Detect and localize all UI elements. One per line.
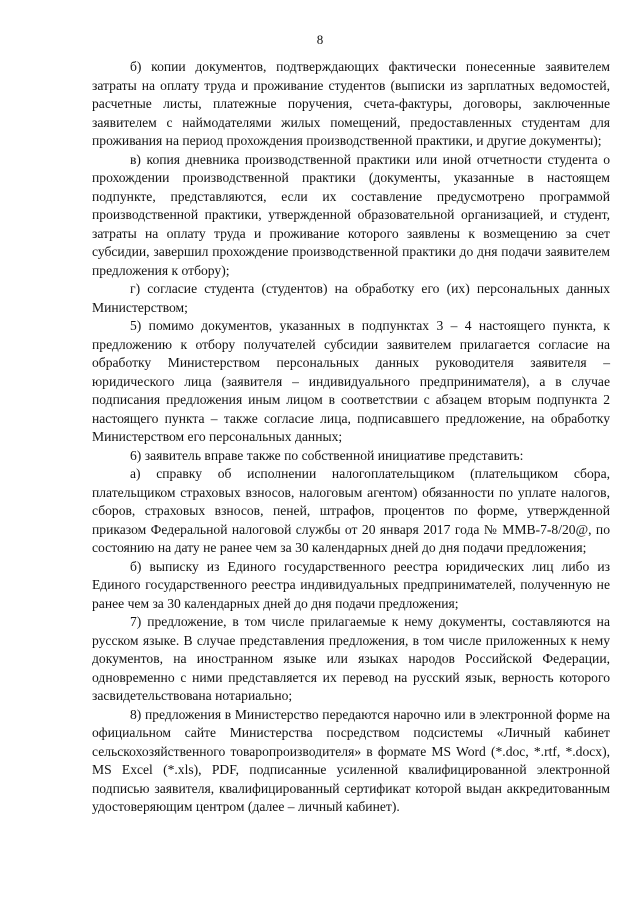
paragraph-b-registry-extract: б) выписку из Единого государственного реестра юридических лиц либо из Единого государственного реестра индивидуальных предпринимателей, полученную не ранее чем за 30 календарных дней до дня подачи предложения; xyxy=(92,558,610,611)
paragraph-7-language: 7) предложение, в том числе прилагаемые к нему документы, составляются на русском языке. В случае представления предложения, в том числе приложенных к нему документов, на иностранном языке или языках народов Российской Федерации, одновременно с ними представляется их перевод на русский язык, верность которого засвидетельствована нотариально; xyxy=(92,614,610,703)
paragraph-5-personal-data: 5) помимо документов, указанных в подпунктах 3 – 4 настоящего пункта, к предложению к отбору получателей субсидии заявителем прилагается согласие на обработку Министерством персональных данных руководителя заявителя – юридического лица (заявителя – индивидуального предпринимателя), а в случае подписания предложения иным лицом в соответствии с абзацем вторым подпункта 2 настоящего пункта – также согласие лица, подписавшего предложение, на обработку Министерством его персональных данных; xyxy=(92,318,610,444)
paragraph-a-tax-certificate: а) справку об исполнении налогоплательщиком (плательщиком сбора, плательщиком страховых взносов, налоговым агентом) обязанности по уплате налогов, сборов, страховых взносов, пеней, штрафов, процентов по форме, утвержденной приказом Федеральной налоговой службы от 20 января 2017 года № ММВ-7-8/20@, по состоянию на дату не ранее чем за 30 календарных дней до дня подачи предложения; xyxy=(92,466,610,555)
paragraph-b-copies: б) копии документов, подтверждающих фактически понесенные заявителем затраты на оплату труда и проживание студентов (выписки из зарплатных ведомостей, расчетные листы, платежные поручения, счета-фактуры, договоры, заключенные заявителем с наймодателями жилых помещений, предоставленных студентам для проживания на период прохождения производственной практики, и другие документы); xyxy=(92,59,610,148)
document-body xyxy=(92,58,610,817)
paragraph-g-consent: г) согласие студента (студентов) на обработку его (их) персональных данных Министерством; xyxy=(92,281,610,315)
paragraph-6-optional: 6) заявитель вправе также по собственной инициативе представить: xyxy=(130,447,524,463)
page-number: 8 xyxy=(316,32,324,47)
paragraph-v-diary: в) копия дневника производственной практики или иной отчетности студента о прохождении производственной практики (документы, указанные в настоящем подпункте, представляются, если их составление предусмотрено программой производственной практики, утвержденной образовательной организацией, и студент, затраты на оплату труда и проживание которого заявлены к возмещению за счет субсидии, завершил прохождение производственной практики до дня подачи заявителем предложения к отбору); xyxy=(92,151,610,278)
paragraph-8-submission: 8) предложения в Министерство передаются нарочно или в электронной форме на официальном сайте Министерства посредством подсистемы «Личный кабинет сельскохозяйственного товаропроизводителя» в формате MS Word (*.doc, *.rtf, *.docx), MS Excel (*.xls), PDF, подписанные усиленной квалифицированной электронной подписью заявителя, квалифицированный сертификат которой выдан аккредитованным удостоверяющим центром (далее – личный кабинет). xyxy=(92,706,610,814)
